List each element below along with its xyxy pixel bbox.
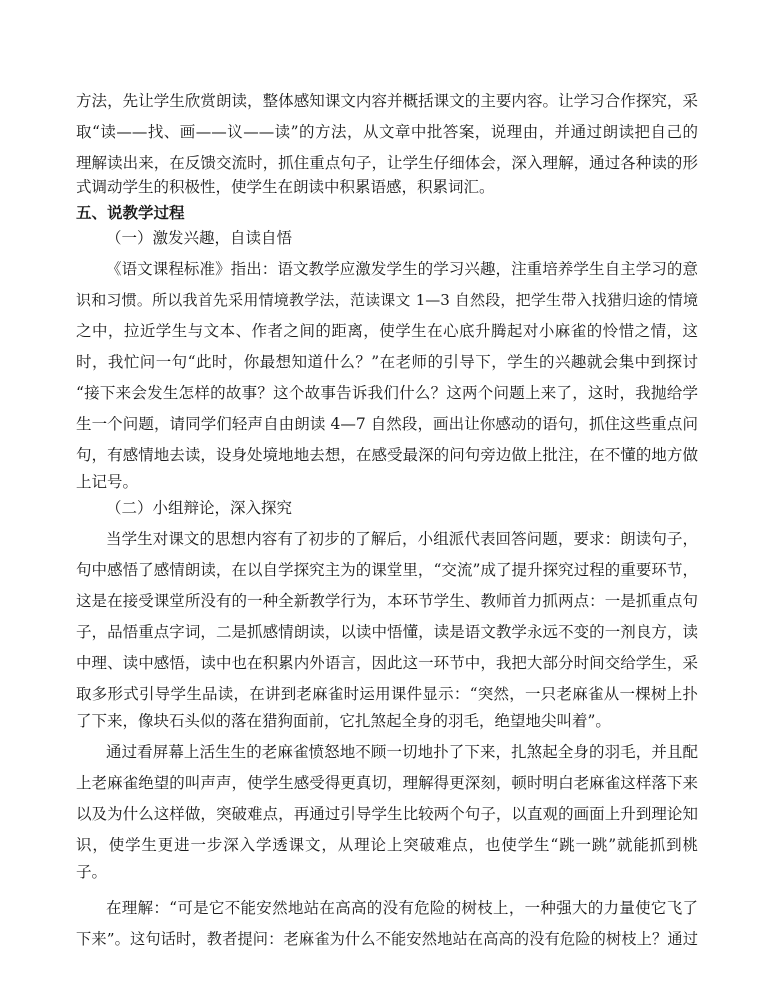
paragraph-line: 生一个问题，请同学们轻声自由朗读 4—7 自然段，画出让你感动的语句，抓住这些重点问 xyxy=(76,415,698,433)
paragraph-line: 这是在接受课堂所没有的一种全新教学行为，本环节学生、教师首力抓两点：一是抓重点句 xyxy=(76,592,698,610)
paragraph-line: 中理、读中感悟，读中也在积累内外语言，因此这一环节中，我把大部分时间交给学生，采 xyxy=(76,654,698,672)
paragraph-line: 句，有感情地去读，设身处境地地去想，在感受最深的问句旁边做上批注，在不懂的地方做 xyxy=(76,446,698,464)
paragraph-line: 通过看屏幕上活生生的老麻雀愤怒地不顾一切地扑了下来，扎煞起全身的羽毛，并且配 xyxy=(106,743,698,761)
paragraph-line: 子，品悟重点字词，二是抓感情朗读，以读中悟懂，读是语文教学永远不变的一剂良方，读 xyxy=(76,623,698,641)
paragraph-line: 以及为什么这样做，突破难点，再通过引导学生比较两个句子，以直观的画面上升到理论知 xyxy=(76,805,698,823)
paragraph-line: 上老麻雀绝望的叫声声，使学生感受得更真切，理解得更深刻，顿时明白老麻雀这样落下来 xyxy=(76,774,698,792)
paragraph-line: 《语文课程标准》指出：语文教学应激发学生的学习兴趣，注重培养学生自主学习的意 xyxy=(106,260,698,278)
subsection-heading: （二）小组辩论，深入探究 xyxy=(106,499,293,517)
paragraph-line: 子。 xyxy=(76,863,108,881)
paragraph-line: 式调动学生的积极性，使学生在朗读中积累语感，积累词汇。 xyxy=(76,178,495,196)
paragraph-line: 当学生对课文的思想内容有了初步的了解后，小组派代表回答问题，要求：朗读句子， xyxy=(106,530,698,548)
paragraph-line: 时，我忙问一句“此时，你最想知道什么？”在老师的引导下，学生的兴趣就会集中到探讨 xyxy=(76,353,698,371)
paragraph-line: 识，使学生更进一步深入学透课文，从理论上突破难点，也使学生“跳一跳”就能抓到桃 xyxy=(76,836,698,854)
paragraph-line: 理解读出来，在反馈交流时，抓住重点句子，让学生仔细体会，深入理解，通过各种读的形 xyxy=(76,154,698,172)
paragraph-line: 了下来，像块石头似的落在猎狗面前，它扎煞起全身的羽毛，绝望地尖叫着”。 xyxy=(76,712,611,730)
paragraph-line: 识和习惯。所以我首先采用情境教学法，范读课文 1—3 自然段，把学生带入找猎归途的情境 xyxy=(76,291,698,309)
subsection-heading: （一）激发兴趣，自读自悟 xyxy=(106,229,293,247)
paragraph-line: 取多形式引导学生品读，在讲到老麻雀时运用课件显示：“突然，一只老麻雀从一棵树上扑 xyxy=(76,685,698,703)
paragraph-line: 方法，先让学生欣赏朗读，整体感知课文内容并概括课文的主要内容。让学习合作探究，采 xyxy=(76,92,698,110)
paragraph-line: 句中感悟了感情朗读，在以自学探究主为的课堂里，“交流”成了提升探究过程的重要环节， xyxy=(76,561,698,579)
paragraph-line: “接下来会发生怎样的故事？这个故事告诉我们什么？这两个问题上来了，这时，我抛给学 xyxy=(76,384,698,402)
paragraph-line: 上记号。 xyxy=(76,473,139,491)
paragraph-line: 下来”。这句话时，教者提问：老麻雀为什么不能安然地站在高高的没有危险的树枝上？通过 xyxy=(76,930,698,948)
paragraph-line: 之中，拉近学生与文本、作者之间的距离，使学生在心底升腾起对小麻雀的怜惜之情，这 xyxy=(76,322,698,340)
paragraph-line: 在理解：“可是它不能安然地站在高高的没有危险的树枝上，一种强大的力量使它飞了 xyxy=(106,899,698,917)
paragraph-line: 取“读——找、画——议——读”的方法，从文章中批答案，说理由，并通过朗读把自己的 xyxy=(76,123,698,141)
section-heading: 五、说教学过程 xyxy=(76,204,185,222)
